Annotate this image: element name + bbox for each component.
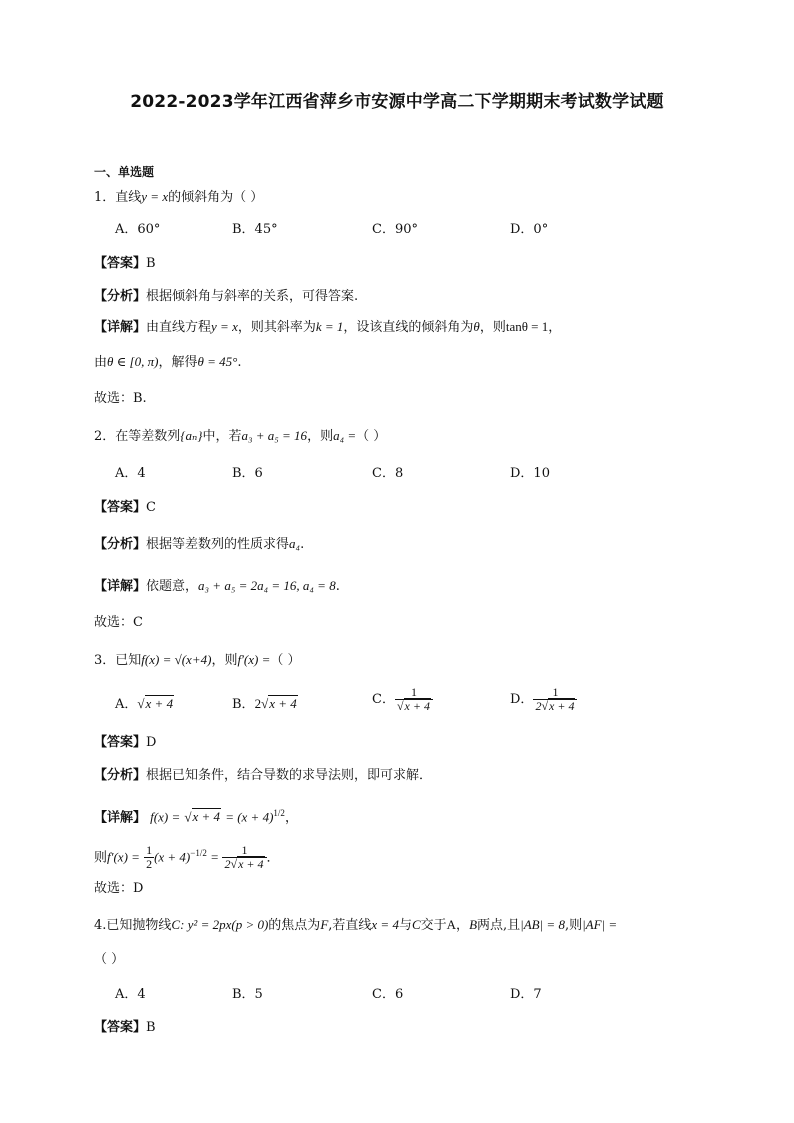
q2-stem-math-1: {aₙ} [180, 428, 203, 443]
q3-line2-result-den: x + 4 [238, 857, 264, 872]
analysis-label: 【分析】 [94, 289, 147, 304]
q4-stem-math-6: B [469, 917, 478, 932]
q3-option-b-label: B． [232, 697, 255, 712]
q3-stem-text-1: 3．已知 [94, 653, 142, 668]
q4-stem-text-7: 两点,且 [477, 918, 521, 933]
q1-detail-text-1: 由直线方程 [146, 320, 212, 335]
q1-detail-line2 [94, 352, 241, 373]
q1-stem-math: y = x [141, 189, 169, 204]
q3-stem-math-2: f′(x) = [237, 652, 271, 667]
q3-detail-tail: ， [284, 810, 298, 826]
q4-stem-math-1: C: y² = 2px(p > 0) [171, 917, 269, 932]
q2-analysis-tail: . [300, 537, 305, 552]
q1-stem-text: 1．直线 [94, 190, 142, 205]
q4-stem-math-4: C [411, 917, 421, 932]
answer-label: 【答案】 [94, 500, 147, 515]
q3-option-d-num: 1 [552, 685, 559, 699]
analysis-label: 【分析】 [94, 768, 147, 783]
q4-stem-math-3: x = 4 [371, 917, 399, 932]
q3-detail-lhs: f(x) = [150, 809, 181, 825]
q3-option-c [372, 686, 433, 713]
q1-detail-math-3: θ [473, 319, 480, 334]
q2-stem-math-2: a₃ + a₅ = 16 [241, 428, 308, 443]
q1-answer [94, 254, 156, 274]
q2-choose: 故选：C [94, 615, 143, 630]
q3-option-c-num: 1 [410, 685, 417, 699]
q1-detail-math-2: k = 1 [315, 319, 344, 334]
q3-stem-text-3: （ ） [270, 653, 301, 668]
q4-option-c: C．6 [372, 987, 404, 1002]
q2-stem-text-4: （ ） [356, 429, 387, 444]
q4-stem-text-2: 的焦点为 [268, 918, 321, 933]
q3-option-c-den: x + 4 [404, 699, 430, 713]
detail-label: 【详解】 [94, 579, 147, 594]
q3-line2-result-num: 1 [241, 843, 248, 858]
q2-option-a: A．4 [115, 466, 146, 481]
q1-line2-math-1: θ ∈ [0, π) [107, 354, 159, 369]
q2-analysis [94, 534, 304, 555]
q3-line2-lhs: f′(x) = [107, 849, 140, 865]
q2-option-c: C．8 [372, 466, 404, 481]
q4-stem-math-7: |AB| = 8 [520, 917, 565, 932]
q3-option-b-math: x + 4 [269, 696, 297, 711]
q1-detail-text-2: ，则其斜率为 [237, 320, 316, 335]
detail-label: 【详解】 [94, 320, 147, 335]
q4-answer-value: B [146, 1020, 156, 1035]
q1-option-d: D．0° [510, 222, 549, 237]
q1-option-a: A．60° [115, 222, 161, 237]
q3-detail: 【详解】 $f(x) = √x + 4 = (x + 4)^{1/2}$， [94, 808, 298, 826]
q2-analysis-math: a₄ [289, 536, 301, 551]
q4-stem-text-8: ,则 [564, 918, 583, 933]
q3-option-d-label: D． [510, 692, 534, 707]
q2-stem-text-2: 中，若 [202, 429, 242, 444]
q3-line2-half-num: 1 [146, 843, 153, 858]
q2-answer-value: C [146, 500, 156, 515]
q3-option-c-fraction: $\frac{1}{√x + 4}$ [395, 686, 433, 713]
q2-detail-tail: . [335, 579, 340, 594]
q4-stem-text-5: 交于 [420, 918, 447, 933]
q3-option-a-math: x + 4 [145, 696, 174, 711]
q3-answer-value: D [146, 735, 157, 750]
q3-option-d-den: x + 4 [549, 699, 575, 713]
answer-label: 【答案】 [94, 1020, 147, 1035]
q3-answer [94, 733, 156, 753]
q2-option-d: D．10 [510, 466, 550, 481]
q1-option-b: B．45° [232, 222, 278, 237]
q4-stem-math-5: A [446, 917, 457, 932]
q1-choose: 故选：B. [94, 391, 147, 406]
q4-option-a: A．4 [115, 987, 146, 1002]
q1-stem [94, 187, 263, 208]
q1-stem-tail: 的倾斜角为（ ） [168, 190, 264, 205]
q4-stem-text-6: ， [456, 918, 470, 933]
q3-line2-base: (x + 4) [154, 849, 191, 865]
q3-detail-line2 [94, 838, 280, 873]
answer-label: 【答案】 [94, 256, 147, 271]
q3-line2-result: $\frac{1}{2√x + 4}$ [222, 844, 266, 871]
q1-analysis [94, 287, 358, 307]
q4-stem [94, 915, 617, 936]
q3-line2-half-den: 2 [146, 857, 153, 872]
q1-detail-math-4: tanθ = 1 [505, 319, 549, 334]
q2-detail-text: 依题意， [146, 579, 199, 594]
q1-line2-text-3: . [237, 355, 242, 370]
q4-stem-text-3: ,若直线 [328, 918, 372, 933]
q3-option-d-fraction: $\frac{1}{2√x + 4}$ [533, 686, 577, 713]
q1-detail-math-1: y = x [211, 319, 238, 334]
q3-stem [94, 650, 301, 671]
q3-line2-half [144, 844, 154, 871]
q2-answer [94, 498, 156, 518]
q2-stem-text-1: 2．在等差数列 [94, 429, 181, 444]
q3-analysis-text: 根据已知条件，结合导数的求导法则，即可求解． [146, 768, 433, 783]
q3-choose: 故选：D [94, 881, 144, 896]
exam-title: 2022-2023学年江西省萍乡市安源中学高二下学期期末考试数学试题 [130, 92, 664, 112]
q3-line2-exponent: −1/2 [190, 848, 207, 858]
q1-analysis-text: 根据倾斜角与斜率的关系，可得答案. [146, 289, 359, 304]
q1-option-c: C．90° [372, 222, 418, 237]
q3-option-a-label: A． [115, 697, 138, 712]
q3-stem-text-2: ，则 [211, 653, 238, 668]
q2-detail-math: a₃ + a₅ = 2a₄ = 16, a₄ = 8 [198, 578, 336, 593]
q1-line2-text-2: ，解得 [158, 355, 198, 370]
q4-option-b: B．5 [232, 987, 263, 1002]
answer-label: 【答案】 [94, 735, 147, 750]
q1-detail-text-5: ， [548, 320, 562, 335]
q3-analysis [94, 766, 432, 786]
q2-analysis-text: 根据等差数列的性质求得 [146, 537, 290, 552]
q3-option-b: B．2√x + 4 [232, 696, 297, 712]
q4-option-d: D．7 [510, 987, 542, 1002]
q3-option-d [510, 686, 577, 713]
q1-answer-value: B [146, 256, 156, 271]
q3-detail-exponent: 1/2 [273, 808, 285, 818]
q4-stem-text-4: 与 [398, 918, 412, 933]
analysis-label: 【分析】 [94, 537, 147, 552]
q3-line2-text: 则 [94, 850, 108, 866]
q3-option-d-coef: 2 [535, 699, 542, 713]
q3-option-c-label: C． [372, 692, 395, 707]
q1-line2-text-1: 由 [94, 355, 108, 370]
q2-stem [94, 426, 386, 447]
q1-detail-text-3: ，设该直线的倾斜角为 [343, 320, 474, 335]
q3-line2-tail: ． [266, 850, 280, 866]
q2-detail [94, 576, 340, 597]
detail-label: 【详解】 [94, 810, 147, 826]
q1-detail [94, 317, 561, 338]
q1-line2-math-2: θ = 45° [197, 354, 238, 369]
q4-stem-text-1: 4.已知抛物线 [94, 918, 172, 933]
q4-stem-math-8: |AF| = [582, 917, 618, 932]
q4-answer [94, 1018, 156, 1038]
q2-stem-text-3: ，则 [307, 429, 334, 444]
q3-detail-radicand: x + 4 [192, 809, 221, 825]
q2-option-b: B．6 [232, 466, 263, 481]
q2-stem-math-3: a₄ = [333, 428, 357, 443]
q4-stem-math-2: F [320, 917, 329, 932]
q3-line2-result-coef: 2 [224, 857, 231, 872]
q4-stem-line2: （ ） [94, 952, 125, 967]
q1-detail-text-4: ，则 [479, 320, 506, 335]
q3-line2-eq: = [210, 849, 219, 865]
q3-stem-math-1: f(x) = √(x+4) [141, 652, 212, 667]
section-heading: 一、单选题 [94, 165, 155, 179]
q3-detail-eq: = (x + 4) [225, 809, 274, 825]
q3-option-b-coef: 2 [254, 696, 262, 711]
q3-option-a: A．√x + 4 [115, 696, 174, 712]
